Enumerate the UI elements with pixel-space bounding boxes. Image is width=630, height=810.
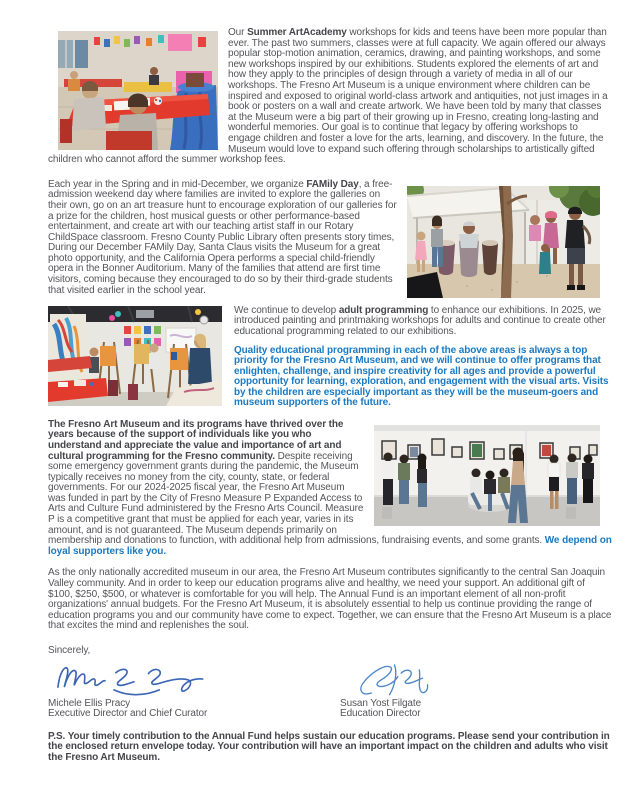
adult-workshop-photo [48,306,222,406]
signer-title: Education Director [340,708,421,720]
signer-susan [340,660,612,720]
section-summer-artacademy [48,28,612,166]
adult-programming-paragraph: We continue to develop adult programming to enhance our exhibitions. In 2025, we introduced painting and printmaking workshops for adults and continue to create other educational programming related to our exhibitions. [234,304,606,337]
section-adult-programming [48,306,612,410]
signer-michele [48,660,340,720]
salutation: Sincerely, [48,645,91,656]
section-annual-fund [48,568,612,632]
annual-fund-paragraph: As the only nationally accredited museum in our area, the Fresno Art Museum contributes significantly to the central San Joaquin Valley community. And in order to keep our education programs alive and healthy, we need your support. An additional gift of $100, $250, $500, or whatever is comfortable for you will help. The Annual Fund is an important element of all non-profit organizations' annual budgets. For the Fresno Art Museum, it is absolutely essential to help us continue providing the range of education programs you and our community have come to expect. Together, we can ensure that the Fresno Art Museum is a place that excites the mind and replenishes the soul. [48,567,612,632]
signer-name: Michele Ellis Pracy [48,697,131,709]
gallery-visitors-image [374,425,600,526]
quality-programming-paragraph: Quality educational programming in each of the above areas is always a top priority for the Fresno Art Museum, and we will continue to offer programs that enlighten, challenge, and inspire creativity for all ages and provide a powerful opportunity for learning, exploration, and engagement with the visual arts. Visits by the children are especially important as they will be the museum-goers and museum supporters of the future. [234,344,609,409]
summer-artacademy-paragraph: Our Summer ArtAcademy workshops for kids and teens have been more popular than ever. The past two summers, classes were at full capacity. We again offered our always popular stop-motion animation, ceramics, drawing, and painting workshops, and some new workshops inspired by our exhibitions. Students explored the elements of art and how they apply to the principles of design through a variety of media in all of our workshops. The Fresno Art Museum is a unique environment where children can be inspired and exposed to original world-class artwork and antiquities, not just images in a book or posters on a wall and create artwork. We have been told by many that classes at the Museum were a big part of their growing up in Fresno, creating long-lasting and wonderful memories. Our goal is to continue that legacy by offering workshops to engage children and foster a love for the arts, learning, and discovery. In the future, the Museum would love to expand such offering through scholarships to artistically gifted children who cannot afford the summer workshop fees. [48,27,608,166]
signer-title: Executive Director and Chief Curator [48,708,208,720]
section-family-day [48,180,612,304]
section-support [48,420,612,558]
family-day-paragraph: Each year in the Spring and in mid-December, we organize FAMily Day, a free-admission weekend day where families are invited to explore the galleries on their own, go on an art treasure hunt to encourage exploration of our galleries for a prize for the children, host musical guests or other performance-based entertainment, and create art with our teaching artist staff in our Rotary ChildSpace classroom. Fresno County Public Library often presents story times, During our December FAMily Day, Santa Claus visits the Museum for a great photo opportunity, and the California Opera performs a special child-friendly opera in the Bonner Auditorium. Many of the families that attend are first time visitors, coming because they encouraged to do so by their third-grade students that visited earlier in the school year. [48,178,397,296]
family-day-image [407,186,600,298]
ps-paragraph: P.S. Your timely contribution to the Annual Fund helps sustain our education programs. Please send your contribution in the enclosed return envelope today. Your contribution will have an important impact on the children and adults who visit the Fresno Art Museum. [48,730,610,763]
signer-name: Susan Yost Filgate [340,697,422,709]
support-paragraph: The Fresno Art Museum and its programs have thrived over the years because of the support of individuals like you who understand and appreciate the value and importance of art and cultural programming for the Fresno community. Despite receiving some emergency government grants during the pandemic, the Museum typically receives no money from the city, county, state, or federal governments. For our 2024-2025 fiscal year, the Fresno Art Museum was funded in part by the City of Fresno Measure P Expanded Access to Arts and Culture Fund administered by the Fresno Arts Council. Measure P is a competitive grant that must be applied for each year, varies in its amount, and is not guaranteed. The Museum depends primarily on membership and donations to function, with additional help from admissions, fundraising events, and some grants. We depend on loyal supporters like you. [48,418,612,557]
susan-signature [340,660,444,698]
gallery-visitors-photo [374,425,600,526]
michele-signature [48,660,238,698]
children-art-workshop-image [58,31,218,150]
family-day-photo [407,186,600,298]
adult-workshop-image [48,306,222,406]
children-art-workshop-photo [58,31,218,150]
signature-block [48,660,612,720]
